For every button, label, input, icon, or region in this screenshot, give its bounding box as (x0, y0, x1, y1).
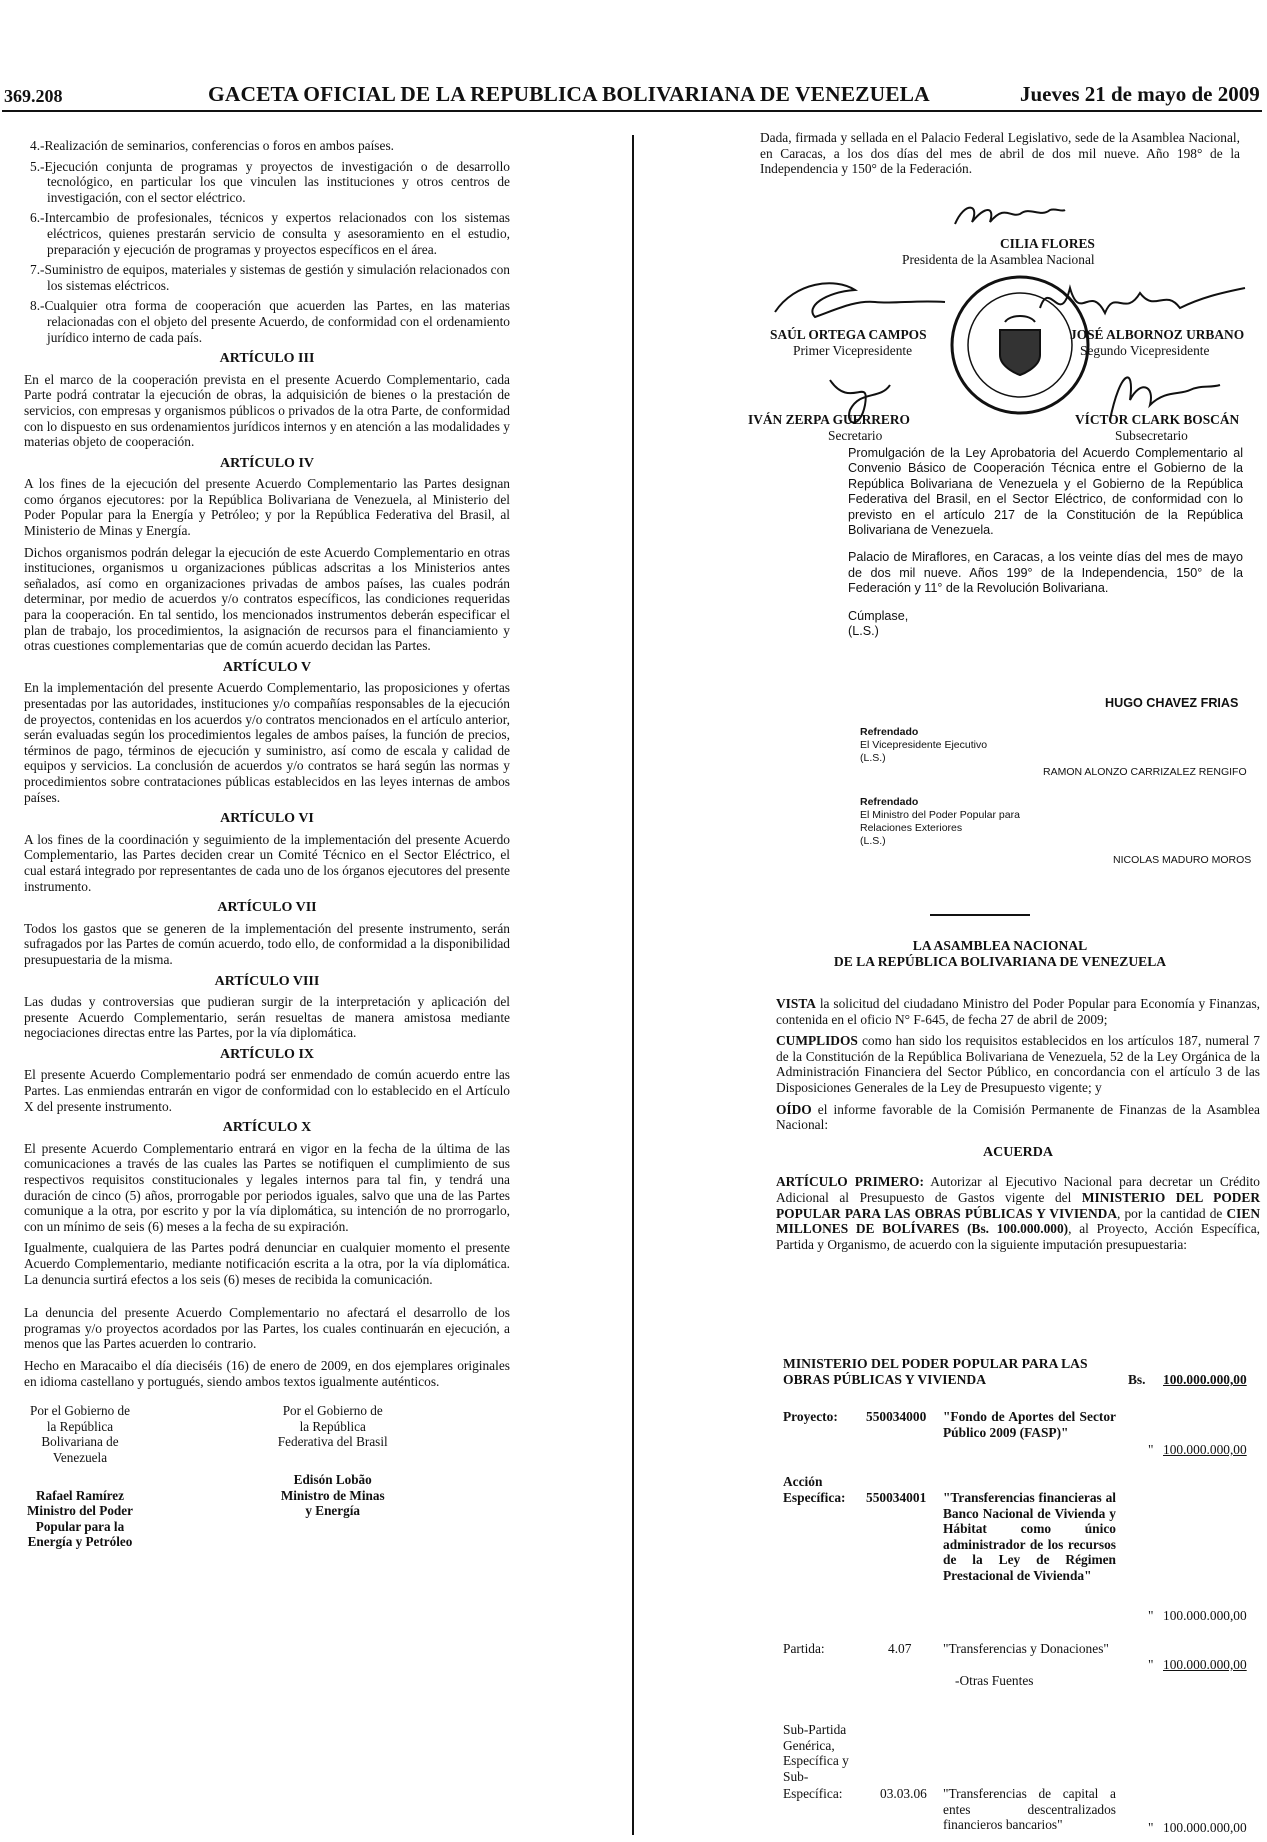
ditto-mark: " (1148, 1442, 1154, 1457)
article-text: Hecho en Maracaibo el día dieciséis (16) de enero de 2009, en dos ejemplares originales en idioma castellano y portugués, siendo ambos textos igualmente auténticos. (24, 1357, 510, 1389)
signatory-title: Ministro del Poder Popular para la Energía y Petróleo (26, 1503, 133, 1550)
signatory-title: Primer Vicepresidente (793, 343, 913, 358)
budget-amount: 100.000.000,00 (1163, 1608, 1247, 1623)
budget-amount: 100.000.000,00 (1163, 1657, 1247, 1672)
budget-label: Específica: (783, 1786, 843, 1801)
cumplidos-text: como han sido los requisitos establecidos en los artículos 187, numeral 7 de la Constitución de la República Bolivariana de Venezuela, 52 de la Ley Orgánica de la Administración Financiera del Sector Público, en concordancia con el artículo 3 de las Disposiciones Generales de la Ley de Presupuesto vigente; y (776, 1033, 1260, 1095)
cumplase-text: Cúmplase, (848, 608, 909, 623)
ditto-mark: " (1148, 1820, 1154, 1835)
budget-amount: 100.000.000,00 (1163, 1820, 1247, 1835)
column-divider (632, 135, 634, 1835)
official-seal-icon (945, 270, 1095, 420)
budget-desc: "Transferencias y Donaciones" (943, 1641, 1109, 1656)
art1-text: , al Proyecto, Acción Específica, Partida y Organismo, de acuerdo con la siguiente imputación presupuestaria: (776, 1221, 1261, 1252)
article-heading: ARTÍCULO VI (220, 811, 314, 827)
signatory-party: Bolivariana de Venezuela (41, 1434, 119, 1465)
article-text: Todos los gastos que se generen de la implementación del presente instrumento, serán sufragados por las Partes de común acuerdo, todo ello, de conformidad a la disponibilidad presupuestaria de la misma. (24, 920, 510, 967)
refrendo-title: Relaciones Exteriores (860, 822, 963, 834)
signatory-title: Subsecretario (1115, 428, 1188, 443)
signatory-name: CILIA FLORES (1000, 236, 1095, 251)
budget-label: Proyecto: (783, 1409, 838, 1424)
budget-total: 100.000.000,00 (1163, 1372, 1247, 1387)
section-title: LA ASAMBLEA NACIONAL (912, 938, 1088, 953)
article-heading: ARTÍCULO V (222, 659, 312, 675)
list-item: 8.-Cualquier otra forma de cooperación que acuerden las Partes, en las materias relacionadas con el objeto del presente Acuerdo, de conformidad con el ordenamiento jurídico interno de cada país. (30, 298, 510, 345)
budget-code: 550034000 (866, 1409, 927, 1424)
keyword: CUMPLIDOS (776, 1033, 858, 1049)
signatory-title: Segundo Vicepresidente (1080, 343, 1210, 358)
page-number: 369.208 (4, 86, 63, 106)
article-text: Dichos organismos podrán delegar la ejecución de este Acuerdo Complementario en otras instituciones, organismos u organizaciones públicas adscritas a los Ministerios antes señalados, así como en organizaciones privadas de ambos países, las cuales podrán determinar, por medio de acuerdos y/o contratos específicos, las condiciones requeridas para la cooperación. En tal sentido, los mencionados instrumentos deberán especificar el plan de trabajo, los procedimientos, la asignación de recursos para el financiamiento y otras cuestiones complementarias que de común acuerdo decidan las Partes. (24, 544, 510, 654)
acuerda-heading: ACUERDA (983, 1144, 1053, 1160)
article-heading: ARTÍCULO III (219, 351, 315, 367)
budget-subdesc: -Otras Fuentes (955, 1673, 1034, 1688)
article-text: A los fines de la ejecución del presente Acuerdo Complementario las Partes designan como órganos ejecutores: por la República Bolivariana de Venezuela, al Ministerio del Poder Popular para la Energía y Petróleo; y por la República Federativa del Brasil, al Ministerio de Minas y Energía. (24, 476, 510, 539)
list-item: 5.-Ejecución conjunta de programas y proyectos de investigación o de desarrollo tecnológico, en particular los que vinculen las instituciones y otros centros de investigación, con el sector eléctrico. (30, 158, 510, 205)
keyword: OÍDO (776, 1101, 812, 1117)
signatory-name: IVÁN ZERPA GUERRERO (748, 412, 910, 427)
refrendo-label: Refrendado (860, 796, 919, 808)
signatory-party: Por el Gobierno de la República (282, 1403, 383, 1434)
list-item: 4.-Realización de seminarios, conferencias o foros en ambos países. (30, 138, 395, 153)
list-item: 7.-Suministro de equipos, materiales y sistemas de gestión y simulación relacionados con los sistemas eléctricos. (30, 262, 510, 293)
vista-text: la solicitud del ciudadano Ministro del Poder Popular para Economía y Finanzas, contenida en el oficio N° F-645, de fecha 27 de abril de 2009; (776, 996, 1260, 1027)
left-column (24, 138, 510, 1550)
article-text: A los fines de la coordinación y seguimiento de la implementación del presente Acuerdo Complementario, las Partes deciden crear un Comité Técnico en el Sector Eléctrico, el cual estará integrado por representantes de cada uno de los órganos ejecutores del presente instrumento. (24, 831, 510, 894)
signatory-party: Por el Gobierno de la República (29, 1403, 130, 1434)
signatory-party: Federativa del Brasil (277, 1434, 388, 1450)
article-heading: ARTÍCULO VII (217, 900, 317, 916)
budget-desc: "Fondo de Aportes del Sector Público 2009 (FASP)" (943, 1409, 1116, 1440)
article-heading: ARTÍCULO X (222, 1120, 312, 1136)
ls-mark: (L.S.) (860, 835, 886, 847)
article-text: Las dudas y controversias que pudieran surgir de la interpretación y aplicación del presente Acuerdo Complementario, serán resueltas de manera amistosa mediante negociaciones directas entre las Partes, por la vía diplomática. (24, 994, 510, 1041)
budget-label: Sub-Partida Genérica, Específica y Sub- (783, 1722, 849, 1784)
signatory-name: SAÚL ORTEGA CAMPOS (770, 327, 927, 342)
section-title: DE LA REPÚBLICA BOLIVARIANA DE VENEZUELA (833, 954, 1167, 969)
dada-text: Dada, firmada y sellada en el Palacio Federal Legislativo, sede de la Asamblea Nacional, en Caracas, a los dos días del mes de abril de dos mil nueve. Año 198° de la Independencia y 150° de la Federación. (760, 130, 1240, 177)
article-text: La denuncia del presente Acuerdo Complementario no afectará el desarrollo de los programas y/o proyectos acordados por las Partes, los cuales continuarán en ejecución, a menos que las Partes acuerden lo contrario. (24, 1305, 510, 1352)
signatory-title: Ministro de Minas y Energía (280, 1487, 385, 1519)
signatory-title: Presidenta de la Asamblea Nacional (902, 252, 1095, 267)
signatory-name: VÍCTOR CLARK BOSCÁN (1075, 412, 1240, 427)
signature-scribble (755, 272, 955, 332)
budget-label: Específica: (783, 1490, 846, 1505)
budget-code: 03.03.06 (880, 1786, 927, 1801)
article-text: El presente Acuerdo Complementario entrará en vigor en la fecha de la última de las comunicaciones a través de las cuales las Partes se notifiquen el cumplimiento de sus respectivos requisitos constitucionales y legales internos para tal fin, y tendrá una duración de cinco (5) años, prorrogable por periodos iguales, salvo que una de las Partes comunique a la otra, por escrito y por la vía diplomática, su intención de no prorrogarlo, con un mínimo de seis (6) meses a la fecha de su expiración. (24, 1140, 510, 1234)
oido-text: el informe favorable de la Comisión Permanente de Finanzas de la Asamblea Nacional: (776, 1101, 1260, 1133)
budget-label: Partida: (783, 1641, 825, 1656)
signatory-name: NICOLAS MADURO MOROS (1113, 854, 1252, 866)
right-column (760, 130, 1240, 183)
refrendo-block (860, 726, 987, 765)
budget-label: Acción (783, 1474, 823, 1489)
signatory-name: RAMON ALONZO CARRIZALEZ RENGIFO (1043, 766, 1247, 778)
budget-desc: "Transferencias financieras al Banco Nacional de Vivienda y Hábitat como único administrador de los recursos de la Ley de Régimen Prestacional de Vivienda" (943, 1490, 1116, 1583)
signatory-name: Edisón Lobão (293, 1471, 372, 1487)
palacio-text: Palacio de Miraflores, en Caracas, a los veinte días del mes de mayo de dos mil nueve. Años 199° de la Independencia, 150° de la Federación y 11° de la Revolución Bolivariana. (848, 550, 1243, 596)
article-text: Igualmente, cualquiera de las Partes podrá denunciar en cualquier momento el presente Acuerdo Complementario, mediante notificación escrita a la otra, por la vía diplomática. La denuncia surtirá efectos a los seis (6) meses de recibida la comunicación. (24, 1240, 510, 1287)
art1-text: , por la cantidad de (1117, 1205, 1227, 1221)
signatory-name: JOSÉ ALBORNOZ URBANO (1070, 327, 1245, 342)
acuerdo-block (776, 996, 1260, 1258)
signatory-title: Secretario (828, 428, 883, 443)
ditto-mark: " (1148, 1608, 1154, 1623)
budget-ministry: MINISTERIO DEL PODER POPULAR PARA LAS OBRAS PÚBLICAS Y VIVIENDA (783, 1356, 1088, 1387)
section-divider (930, 914, 1030, 916)
budget-currency: Bs. (1128, 1372, 1146, 1387)
promulgation-text: Promulgación de la Ley Aprobatoria del Acuerdo Complementario al Convenio Básico de Cooperación Técnica entre el Gobierno de la República Bolivariana de Venezuela y el Gobierno de la República Federativa del Brasil, en el Sector Eléctrico, de conformidad con lo previsto en el artículo 217 de la Constitución de la República Bolivariana de Venezuela. (848, 446, 1243, 538)
signatory-name: HUGO CHAVEZ FRIAS (1105, 696, 1239, 710)
article-text: En la implementación del presente Acuerdo Complementario, las proposiciones y ofertas presentadas por las autoridades, instituciones y/o compañías responsables de la ejecución de proyectos, contenidas en los acuerdos y/o contratos mencionados en el artículo anterior, serán evaluadas según los procedimientos legales de ambos países, la función de precios, términos de pago, términos de ejecución y suministro, así como de escala y calidad de equipos y servicios. La conclusión de acuerdos y/o contratos se hará según las normas y procedimientos sobre contrataciones públicas establecidos en las leyes internas de ambos países. (24, 680, 510, 805)
article-heading: ARTÍCULO IX (219, 1046, 315, 1062)
budget-code: 4.07 (888, 1641, 912, 1656)
budget-desc: "Transferencias de capital a entes descentralizados financieros bancarios" (943, 1786, 1116, 1833)
refrendo-title: El Ministro del Poder Popular para (860, 809, 1020, 821)
art1-amount: CIEN MILLONES DE BOLÍVARES (Bs. 100.000.000) (776, 1205, 1260, 1237)
keyword: ARTÍCULO PRIMERO: (776, 1174, 924, 1190)
page-header (0, 80, 1267, 106)
gazette-title: GACETA OFICIAL DE LA REPUBLICA BOLIVARIANA DE VENEZUELA (208, 82, 930, 106)
refrendo-label: Refrendado (860, 726, 919, 738)
refrendo-block (860, 796, 1020, 848)
article-heading: ARTÍCULO VIII (214, 973, 320, 989)
signature-scribble (950, 196, 1070, 236)
article-text: El presente Acuerdo Complementario podrá ser enmendado de común acuerdo entre las Partes. Las enmiendas entrarán en vigor de conformidad con lo establecido en el Artículo X del presente instrumento. (24, 1067, 510, 1114)
budget-amount: 100.000.000,00 (1163, 1442, 1247, 1457)
header-rule (2, 110, 1262, 112)
ls-mark: (L.S.) (848, 624, 879, 639)
ls-mark: (L.S.) (860, 752, 886, 764)
budget-code: 550034001 (866, 1490, 927, 1505)
art1-ministry: MINISTERIO DEL PODER POPULAR PARA LAS OBRAS PÚBLICAS Y VIVIENDA (776, 1189, 1261, 1221)
signatory-name: Rafael Ramírez (35, 1487, 124, 1503)
ditto-mark: " (1148, 1657, 1154, 1672)
refrendo-title: El Vicepresidente Ejecutivo (860, 739, 988, 751)
gazette-date: Jueves 21 de mayo de 2009 (1020, 82, 1260, 106)
keyword: VISTA (776, 996, 816, 1011)
promulgation-block (848, 446, 1243, 639)
art1-text: Autorizar al Ejecutivo Nacional para decretar un Crédito Adicional al Presupuesto de Gastos vigente del (776, 1174, 1260, 1205)
article-heading: ARTÍCULO IV (219, 455, 315, 471)
signature-block (24, 1403, 510, 1550)
list-item: 6.-Intercambio de profesionales, técnicos y expertos relacionados con los sistemas eléctricos, quienes prestarán servicio de consulta y asesoramiento en el estudio, preparación y ejecución de programas y proyectos específicos en el área. (30, 210, 510, 257)
article-text: En el marco de la cooperación prevista en el presente Acuerdo Complementario, cada Parte podrá contratar la ejecución de obras, la adquisición de bienes o la prestación de servicios, con empresas y organismos públicos o privados de la otra Parte, de conformidad con lo dispuesto en sus ordenamientos jurídicos internos y en atención a las modalidades y materias objeto de cooperación. (24, 371, 510, 450)
